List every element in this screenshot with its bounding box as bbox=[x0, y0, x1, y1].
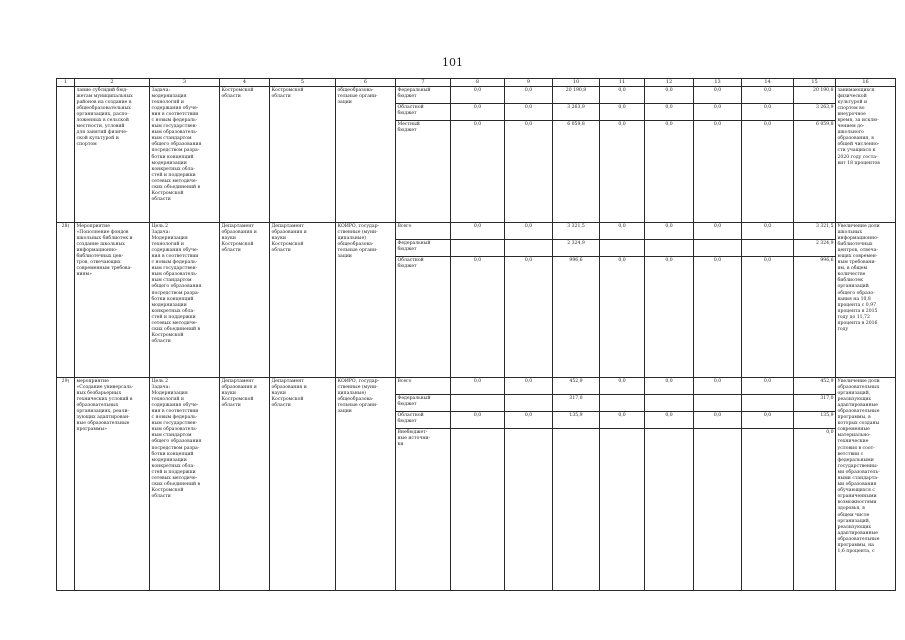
header-cell: 5 bbox=[270, 79, 336, 87]
value-2018-cell bbox=[645, 87, 694, 223]
value-2019-cell bbox=[694, 223, 742, 378]
value-2015: 0,0 bbox=[524, 121, 533, 127]
co-executor: Департамент образования и науки Костромской области bbox=[270, 378, 336, 591]
value-2017 bbox=[600, 240, 644, 257]
header-cell: 13 bbox=[694, 79, 742, 87]
value-2019: 0,0 bbox=[713, 257, 722, 263]
value-2014 bbox=[451, 240, 504, 257]
value-2017 bbox=[600, 395, 644, 412]
value-2019-cell bbox=[694, 87, 742, 223]
funding-source: Внебюджет- ные источни- ки bbox=[397, 429, 431, 447]
value-total: 135,9 bbox=[794, 412, 835, 429]
value-2016 bbox=[553, 429, 599, 446]
page-number: 101 bbox=[442, 56, 463, 69]
value-2017-cell bbox=[600, 87, 645, 223]
value-2014: 0,0 bbox=[451, 378, 504, 395]
value-2020: 0,0 bbox=[742, 378, 793, 395]
value-2016: 317,0 bbox=[553, 395, 599, 412]
value-2014: 0,0 bbox=[473, 257, 482, 263]
value-2016: 996,6 bbox=[569, 257, 583, 263]
table-row bbox=[57, 87, 896, 223]
header-cell: 9 bbox=[505, 79, 553, 87]
value-2020-cell bbox=[742, 87, 794, 223]
value-2019: 0,0 bbox=[694, 87, 741, 104]
value-2015 bbox=[505, 429, 552, 446]
expected-result: занимающихся физической культурой и спортом во внеурочное время, за исклю- чением до- школьного образования, в общей численно- сти учащихся к 2020 году соста- вит 18 процентов bbox=[836, 87, 896, 223]
goal-task: Цель 2 Задача: Модернизация технологий и содержания обуче- ния в соответствии с новым федераль- ным государствен- ным образователь- ным стандартом общего образования посредством разра- ботки концепций модернизации конкретных обла- стей и поддержки сетевых методиче- ских объединений в Костромской области bbox=[150, 378, 220, 591]
value-2020: 0,0 bbox=[742, 87, 793, 104]
measure-name: лание субсидий бюд- жетам муниципальных районов на создание в общеобразовательных организациях, распо- ложенных в сельской местности, условий для занятий физиче- ской культурой и спортом bbox=[75, 87, 150, 223]
participants: КОИРО, государ- ственные (муни- ципальные) общеобразова- тельные органи- зации bbox=[336, 223, 396, 378]
value-2020: 0,0 bbox=[742, 412, 793, 429]
value-2018: 0,0 bbox=[665, 121, 673, 127]
header-cell: 8 bbox=[451, 79, 505, 87]
value-2020 bbox=[742, 240, 793, 257]
value-2017: 0,0 bbox=[600, 104, 644, 121]
value-2020-cell bbox=[742, 378, 794, 591]
value-2015: 0,0 bbox=[505, 87, 552, 104]
value-2015: 0,0 bbox=[505, 223, 552, 240]
value-2016: 20 190,8 bbox=[553, 87, 599, 104]
value-2018 bbox=[645, 395, 693, 412]
funding-source: Областной бюджет bbox=[396, 104, 450, 121]
value-2015-cell bbox=[505, 223, 553, 378]
measure-name: Мероприятие «Пополнение фондов школьных библиотек и создание школьных информационно- библиотечных цен- тров, отвечающих современным требова- ниям» bbox=[75, 223, 150, 378]
value-2017: 0,0 bbox=[600, 223, 644, 240]
value-2018-cell bbox=[645, 378, 694, 591]
value-2018-cell bbox=[645, 223, 694, 378]
value-2014 bbox=[451, 429, 504, 446]
value-2014: 0,0 bbox=[451, 223, 504, 240]
value-2015 bbox=[505, 240, 552, 257]
program-table bbox=[56, 78, 896, 591]
value-2014: 0,0 bbox=[451, 412, 504, 429]
value-2017: 0,0 bbox=[600, 378, 644, 395]
value-2020 bbox=[742, 395, 793, 412]
responsible-executor: Департамент образования и науки Костромской области bbox=[220, 378, 270, 591]
value-2014-cell bbox=[451, 87, 505, 223]
value-2018: 0,0 bbox=[645, 412, 693, 429]
value-2020: 0,0 bbox=[742, 223, 793, 240]
header-cell: 10 bbox=[553, 79, 600, 87]
header-cell: 11 bbox=[600, 79, 645, 87]
value-2019: 0,0 bbox=[694, 378, 741, 395]
co-executor: Департамент образования и науки Костромской области bbox=[270, 223, 336, 378]
funding-source: Областной бюджет bbox=[396, 412, 450, 429]
value-2019: 0,0 bbox=[694, 412, 741, 429]
value-total: 3 321,5 bbox=[794, 223, 835, 240]
funding-source: Всего bbox=[396, 378, 450, 395]
expected-result: Увеличение доли образовательных организаций, реализующих адаптированные образовательные программы, в которых созданы современные материально- технические условия в соот- ветствии с федеральными государственны- ми образователь- ными стандарта- ми образования обучающихся с ограниченными возможностями здоровья, в общем числе организаций, реализующих адаптированные образовательные программы, на 1,6 процента, с bbox=[836, 378, 896, 591]
value-total: 996,6 bbox=[820, 257, 834, 263]
value-2018 bbox=[645, 429, 693, 446]
value-total-cell bbox=[794, 223, 836, 378]
measure-name: мероприятие «Создание универсаль- ных безбарьерных технических условий в образовательных организациях, реали- зующих адаптирован- ные образовательные программы» bbox=[75, 378, 150, 591]
value-2017: 0,0 bbox=[600, 412, 644, 429]
responsible-executor: Костромской области bbox=[220, 87, 270, 223]
value-2018: 0,0 bbox=[645, 87, 693, 104]
funding-source: Всего bbox=[396, 223, 450, 240]
value-2017-cell bbox=[600, 223, 645, 378]
expected-result: Увеличение доли школьных информационно- библиотечных центров, отвеча- ющих современ- ным требовани- ям, в общем количестве библиотек организаций общего образо- вания на 10,8 процента с 0,97 процента в 2015 году до 11,72 процента в 2016 году bbox=[836, 223, 896, 378]
header-cell: 14 bbox=[742, 79, 794, 87]
value-2017: 0,0 bbox=[600, 87, 644, 104]
value-2014-cell bbox=[451, 378, 505, 591]
value-2020 bbox=[742, 429, 793, 446]
goal-task: Задача: модернизация технологий и содержания обуче- ния в соответствии с новым федераль- ным государствен- ным образователь- ным стандартом общего образования посредством разра- ботки концепций модернизации конкретных обла- стей и поддержки сетевых методиче- ских объединений в Костромской области bbox=[150, 87, 220, 223]
value-2019 bbox=[694, 240, 741, 257]
funding-source-cell bbox=[396, 223, 451, 378]
funding-source: Местный бюджет bbox=[397, 121, 420, 133]
value-total-cell bbox=[794, 87, 836, 223]
value-2014: 0,0 bbox=[473, 121, 482, 127]
header-cell: 7 bbox=[396, 79, 451, 87]
value-2016-cell bbox=[553, 87, 600, 223]
row-number bbox=[57, 87, 75, 223]
row-number: 28) bbox=[57, 223, 75, 378]
value-2020-cell bbox=[742, 223, 794, 378]
header-cell: 1 bbox=[57, 79, 75, 87]
header-cell: 3 bbox=[150, 79, 220, 87]
value-2014-cell bbox=[451, 223, 505, 378]
table-row bbox=[57, 378, 896, 591]
value-2015: 0,0 bbox=[505, 104, 552, 121]
value-2016: 3 263,9 bbox=[553, 104, 599, 121]
header-cell: 6 bbox=[336, 79, 396, 87]
header-cell: 2 bbox=[75, 79, 150, 87]
value-2014: 0,0 bbox=[451, 104, 504, 121]
row-number: 29) bbox=[57, 378, 75, 591]
value-2014: 0,0 bbox=[451, 87, 504, 104]
value-2018: 0,0 bbox=[645, 104, 693, 121]
value-2015-cell bbox=[505, 87, 553, 223]
value-total: 6 059,8 bbox=[815, 121, 834, 127]
value-total: 20 190,8 bbox=[794, 87, 835, 104]
value-2017-cell bbox=[600, 378, 645, 591]
value-2016: 2 324,9 bbox=[553, 240, 599, 257]
value-2017: 0,0 bbox=[618, 257, 626, 263]
value-2017: 0,0 bbox=[618, 121, 626, 127]
funding-source: Федеральный бюджет bbox=[396, 395, 450, 412]
value-2015 bbox=[505, 395, 552, 412]
funding-source-cell bbox=[396, 378, 451, 591]
header-cell: 12 bbox=[645, 79, 694, 87]
co-executor: Костромской области bbox=[270, 87, 336, 223]
responsible-executor: Департамент образования и науки Костромской области bbox=[220, 223, 270, 378]
funding-source: Областной бюджет bbox=[397, 257, 424, 269]
value-2019: 0,0 bbox=[694, 104, 741, 121]
value-2020: 0,0 bbox=[763, 257, 772, 263]
value-2016-cell bbox=[553, 378, 600, 591]
value-2020: 0,0 bbox=[742, 104, 793, 121]
header-cell: 4 bbox=[220, 79, 270, 87]
value-total: 2 324,9 bbox=[794, 240, 835, 257]
value-2018: 0,0 bbox=[665, 257, 673, 263]
value-total: 452,9 bbox=[794, 378, 835, 395]
value-2019: 0,0 bbox=[713, 121, 722, 127]
value-2015-cell bbox=[505, 378, 553, 591]
funding-source-cell bbox=[396, 87, 451, 223]
value-2019 bbox=[694, 429, 741, 446]
value-total: 317,0 bbox=[794, 395, 835, 412]
header-row bbox=[57, 79, 896, 87]
value-2016: 3 321,5 bbox=[553, 223, 599, 240]
value-total: 3 263,9 bbox=[794, 104, 835, 121]
value-2015: 0,0 bbox=[505, 378, 552, 395]
header-cell: 15 bbox=[794, 79, 836, 87]
value-2018 bbox=[645, 240, 693, 257]
value-total-cell bbox=[794, 378, 836, 591]
value-2020: 0,0 bbox=[763, 121, 772, 127]
value-2019: 0,0 bbox=[694, 223, 741, 240]
funding-source: Федеральный бюджет bbox=[396, 87, 450, 104]
table-row bbox=[57, 223, 896, 378]
value-2019 bbox=[694, 395, 741, 412]
value-2019-cell bbox=[694, 378, 742, 591]
participants: КОИРО, государ- ственные (муни- ципальные) общеобразова- тельные органи- зации bbox=[336, 378, 396, 591]
value-2017 bbox=[600, 429, 644, 446]
header-cell: 16 bbox=[836, 79, 896, 87]
value-2018: 0,0 bbox=[645, 223, 693, 240]
goal-task: Цель 2 Задача: Модернизация технологий и содержания обуче- ния в соответствии с новым федераль- ным государствен- ным образователь- ным стандартом общего образования посредством разра- ботки концепций модернизации конкретных обла- стей и поддержки сетевых методиче- ских объединений в Костромской области bbox=[150, 223, 220, 378]
participants: общеобразова- тельные органи- зации bbox=[336, 87, 396, 223]
value-total: 0,0 bbox=[826, 429, 834, 435]
value-2018: 0,0 bbox=[645, 378, 693, 395]
value-2015: 0,0 bbox=[505, 412, 552, 429]
value-2015: 0,0 bbox=[524, 257, 533, 263]
value-2016: 452,9 bbox=[553, 378, 599, 395]
value-2016: 135,9 bbox=[553, 412, 599, 429]
value-2014 bbox=[451, 395, 504, 412]
funding-source: Федеральный бюджет bbox=[396, 240, 450, 257]
value-2016: 6 059,8 bbox=[567, 121, 585, 127]
value-2016-cell bbox=[553, 223, 600, 378]
